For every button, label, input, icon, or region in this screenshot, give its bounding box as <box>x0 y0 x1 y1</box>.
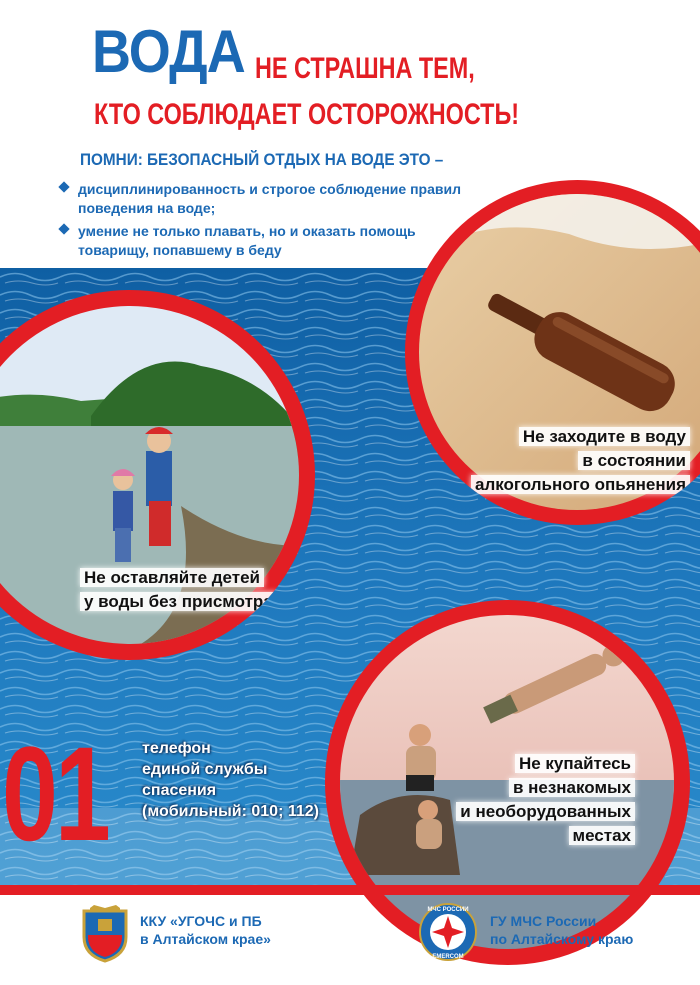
alcohol-photo-circle <box>405 180 700 525</box>
remember-heading: ПОМНИ: БЕЗОПАСНЫЙ ОТДЫХ НА ВОДЕ ЭТО – <box>80 150 444 169</box>
footer-divider <box>0 885 700 895</box>
children-photo-circle <box>0 290 315 660</box>
altai-coat-of-arms-icon <box>80 905 130 968</box>
bullet-text: умение не только плавать, но и оказать помощь товарищу, попавшему в беду <box>78 223 416 258</box>
title-line-1: НЕ СТРАШНА ТЕМ, <box>255 52 475 85</box>
alcohol-warning-text: Не заходите в воду в состоянии алкогольного опьянения <box>430 425 690 497</box>
diamond-icon <box>58 181 69 192</box>
swimming-warning-text: Не купайтесь в незнакомых и необорудованных местах <box>335 752 635 848</box>
bullet-text: дисциплинированность и строгое соблюдение правил поведения на воде; <box>78 181 461 216</box>
emergency-description: телефон единой службы спасения (мобильный: 010; 112) <box>142 740 319 820</box>
swimming-photo-circle <box>325 600 690 965</box>
emergency-number: 01 <box>2 720 108 869</box>
emblem-bottom-text: EMERCOM <box>432 954 464 960</box>
emercom-emblem-icon <box>418 902 478 967</box>
org-right-name: ГУ МЧС России по Алтайскому краю <box>490 913 634 947</box>
diamond-icon <box>58 223 69 234</box>
children-warning-text: Не оставляйте детей у воды без присмотра <box>80 566 277 614</box>
org-left-name: ККУ «УГОЧС и ПБ в Алтайском крае» <box>140 913 271 947</box>
title-main-word: ВОДА <box>92 18 245 85</box>
bullet-item <box>60 180 480 218</box>
emblem-top-text: МЧС РОССИИ <box>427 907 469 913</box>
title-line-2: КТО СОБЛЮДАЕТ ОСТОРОЖНОСТЬ! <box>94 98 520 131</box>
bullet-item <box>60 222 480 260</box>
